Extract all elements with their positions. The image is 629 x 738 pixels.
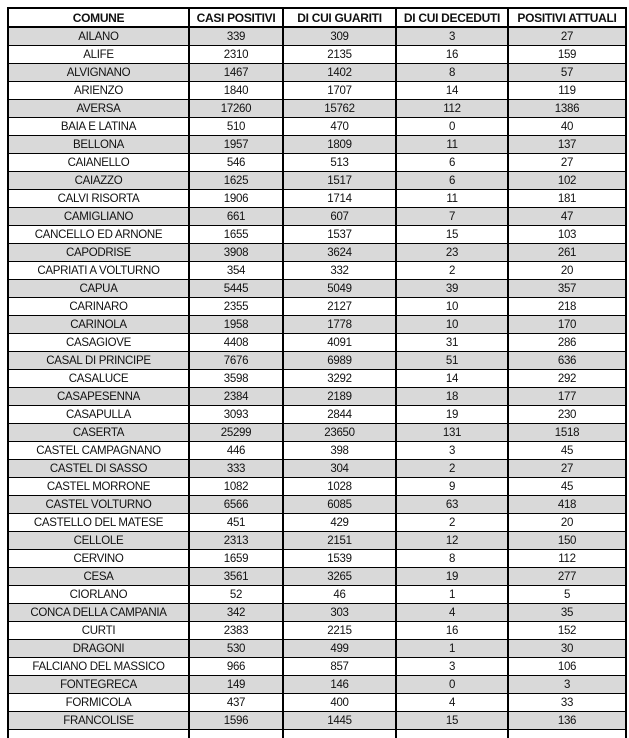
value-cell: 5	[508, 586, 626, 604]
value-cell: 1958	[189, 316, 283, 334]
value-cell: 429	[283, 514, 396, 532]
table-row	[8, 532, 626, 550]
value-cell: 1467	[189, 64, 283, 82]
value-cell: 2384	[189, 388, 283, 406]
value-cell: 8	[396, 550, 508, 568]
value-cell: 27	[508, 460, 626, 478]
value-cell: 57	[508, 64, 626, 82]
comune-cell: CONCA DELLA CAMPANIA	[8, 604, 189, 622]
value-cell: 332	[283, 262, 396, 280]
value-cell: 150	[508, 532, 626, 550]
value-cell: 177	[508, 388, 626, 406]
column-header-positivi-attuali: POSITIVI ATTUALI	[508, 8, 626, 27]
table-row	[8, 568, 626, 586]
comune-cell: FONTEGRECA	[8, 676, 189, 694]
value-cell: 0	[396, 676, 508, 694]
value-cell: 530	[189, 640, 283, 658]
header-row	[8, 8, 626, 27]
value-cell: 2310	[189, 46, 283, 64]
value-cell: 15	[396, 226, 508, 244]
value-cell: 1659	[189, 550, 283, 568]
value-cell: 3561	[189, 568, 283, 586]
table-row	[8, 352, 626, 370]
value-cell: 15762	[283, 100, 396, 118]
value-cell: 3	[396, 658, 508, 676]
value-cell: 1082	[189, 478, 283, 496]
comune-cell: CASAL DI PRINCIPE	[8, 352, 189, 370]
value-cell: 10	[396, 316, 508, 334]
comune-cell: CERVINO	[8, 550, 189, 568]
comune-cell: CAPRIATI A VOLTURNO	[8, 262, 189, 280]
table-row	[8, 298, 626, 316]
value-cell: 1537	[283, 226, 396, 244]
value-cell: 7	[396, 208, 508, 226]
value-cell: 16	[396, 46, 508, 64]
column-header-di-cui-deceduti: DI CUI DECEDUTI	[396, 8, 508, 27]
value-cell: 10	[396, 298, 508, 316]
value-cell: 3093	[189, 406, 283, 424]
value-cell: 35	[508, 604, 626, 622]
value-cell: 6	[396, 154, 508, 172]
comune-cell: CASTEL MORRONE	[8, 478, 189, 496]
value-cell: 11	[396, 190, 508, 208]
table-row	[8, 316, 626, 334]
value-cell: 63	[396, 496, 508, 514]
table-row	[8, 622, 626, 640]
table-row	[8, 154, 626, 172]
value-cell: 418	[508, 496, 626, 514]
value-cell: 1539	[283, 550, 396, 568]
comune-cell: CASAGIOVE	[8, 334, 189, 352]
table-row	[8, 280, 626, 298]
value-cell: 149	[189, 676, 283, 694]
value-cell: 12	[396, 532, 508, 550]
empty-cell	[8, 730, 189, 738]
value-cell: 1840	[189, 82, 283, 100]
value-cell: 14	[396, 82, 508, 100]
value-cell: 3	[396, 27, 508, 46]
value-cell: 5049	[283, 280, 396, 298]
comune-cell: CASTEL CAMPAGNANO	[8, 442, 189, 460]
comune-cell: CIORLANO	[8, 586, 189, 604]
table-row	[8, 46, 626, 64]
value-cell: 131	[396, 424, 508, 442]
value-cell: 3598	[189, 370, 283, 388]
table-row	[8, 100, 626, 118]
value-cell: 6989	[283, 352, 396, 370]
value-cell: 2215	[283, 622, 396, 640]
table-row	[8, 550, 626, 568]
table-row	[8, 478, 626, 496]
value-cell: 2844	[283, 406, 396, 424]
value-cell: 400	[283, 694, 396, 712]
value-cell: 14	[396, 370, 508, 388]
value-cell: 1402	[283, 64, 396, 82]
value-cell: 112	[508, 550, 626, 568]
value-cell: 40	[508, 118, 626, 136]
table-row	[8, 460, 626, 478]
value-cell: 2151	[283, 532, 396, 550]
value-cell: 1707	[283, 82, 396, 100]
table-row	[8, 406, 626, 424]
value-cell: 342	[189, 604, 283, 622]
value-cell: 102	[508, 172, 626, 190]
value-cell: 8	[396, 64, 508, 82]
value-cell: 23650	[283, 424, 396, 442]
comune-cell: CASAPULLA	[8, 406, 189, 424]
table-row	[8, 64, 626, 82]
value-cell: 303	[283, 604, 396, 622]
table-row	[8, 712, 626, 730]
value-cell: 1778	[283, 316, 396, 334]
comune-cell: CURTI	[8, 622, 189, 640]
value-cell: 1809	[283, 136, 396, 154]
value-cell: 309	[283, 27, 396, 46]
value-cell: 136	[508, 712, 626, 730]
value-cell: 11	[396, 136, 508, 154]
table-row	[8, 388, 626, 406]
empty-cell	[396, 730, 508, 738]
comune-cell: CASALUCE	[8, 370, 189, 388]
value-cell: 2355	[189, 298, 283, 316]
value-cell: 152	[508, 622, 626, 640]
value-cell: 19	[396, 406, 508, 424]
table-row	[8, 586, 626, 604]
value-cell: 18	[396, 388, 508, 406]
value-cell: 1028	[283, 478, 396, 496]
table-row	[8, 676, 626, 694]
value-cell: 9	[396, 478, 508, 496]
value-cell: 339	[189, 27, 283, 46]
value-cell: 218	[508, 298, 626, 316]
value-cell: 33	[508, 694, 626, 712]
comune-cell: CANCELLO ED ARNONE	[8, 226, 189, 244]
table-body	[8, 27, 626, 738]
table-row	[8, 208, 626, 226]
value-cell: 45	[508, 478, 626, 496]
table-row	[8, 190, 626, 208]
value-cell: 6	[396, 172, 508, 190]
value-cell: 513	[283, 154, 396, 172]
value-cell: 16	[396, 622, 508, 640]
value-cell: 146	[283, 676, 396, 694]
table-row	[8, 604, 626, 622]
table-row	[8, 27, 626, 46]
comune-cell: CASTEL VOLTURNO	[8, 496, 189, 514]
value-cell: 159	[508, 46, 626, 64]
comune-cell: CAMIGLIANO	[8, 208, 189, 226]
value-cell: 0	[396, 118, 508, 136]
value-cell: 20	[508, 262, 626, 280]
value-cell: 4091	[283, 334, 396, 352]
value-cell: 398	[283, 442, 396, 460]
value-cell: 2	[396, 460, 508, 478]
value-cell: 106	[508, 658, 626, 676]
table-row	[8, 118, 626, 136]
value-cell: 1	[396, 640, 508, 658]
value-cell: 51	[396, 352, 508, 370]
value-cell: 27	[508, 27, 626, 46]
value-cell: 23	[396, 244, 508, 262]
comune-cell: CALVI RISORTA	[8, 190, 189, 208]
comune-cell: AVERSA	[8, 100, 189, 118]
value-cell: 1445	[283, 712, 396, 730]
comune-cell: FRANCOLISE	[8, 712, 189, 730]
value-cell: 357	[508, 280, 626, 298]
comune-cell: CESA	[8, 568, 189, 586]
value-cell: 546	[189, 154, 283, 172]
value-cell: 3265	[283, 568, 396, 586]
value-cell: 137	[508, 136, 626, 154]
comune-cell: CAPUA	[8, 280, 189, 298]
column-header-casi-positivi: CASI POSITIVI	[189, 8, 283, 27]
value-cell: 27	[508, 154, 626, 172]
value-cell: 181	[508, 190, 626, 208]
table-row	[8, 136, 626, 154]
value-cell: 446	[189, 442, 283, 460]
comune-cell: CAIAZZO	[8, 172, 189, 190]
value-cell: 39	[396, 280, 508, 298]
value-cell: 1655	[189, 226, 283, 244]
value-cell: 4408	[189, 334, 283, 352]
value-cell: 966	[189, 658, 283, 676]
comune-cell: FALCIANO DEL MASSICO	[8, 658, 189, 676]
value-cell: 3624	[283, 244, 396, 262]
column-header-di-cui-guariti: DI CUI GUARITI	[283, 8, 396, 27]
comune-cell: CAPODRISE	[8, 244, 189, 262]
value-cell: 7676	[189, 352, 283, 370]
table-row	[8, 172, 626, 190]
value-cell: 30	[508, 640, 626, 658]
value-cell: 103	[508, 226, 626, 244]
comune-cell: CASTELLO DEL MATESE	[8, 514, 189, 532]
comune-cell: AILANO	[8, 27, 189, 46]
value-cell: 2	[396, 514, 508, 532]
value-cell: 31	[396, 334, 508, 352]
value-cell: 1906	[189, 190, 283, 208]
table-row	[8, 424, 626, 442]
value-cell: 354	[189, 262, 283, 280]
value-cell: 4	[396, 604, 508, 622]
comune-cell: CELLOLE	[8, 532, 189, 550]
value-cell: 437	[189, 694, 283, 712]
value-cell: 1957	[189, 136, 283, 154]
value-cell: 1517	[283, 172, 396, 190]
value-cell: 6085	[283, 496, 396, 514]
table-row	[8, 244, 626, 262]
table-row	[8, 514, 626, 532]
value-cell: 230	[508, 406, 626, 424]
value-cell: 112	[396, 100, 508, 118]
value-cell: 304	[283, 460, 396, 478]
empty-cell	[283, 730, 396, 738]
value-cell: 6566	[189, 496, 283, 514]
table-row	[8, 640, 626, 658]
value-cell: 636	[508, 352, 626, 370]
comune-cell: CARINOLA	[8, 316, 189, 334]
table-row	[8, 694, 626, 712]
comune-cell: CARINARO	[8, 298, 189, 316]
value-cell: 25299	[189, 424, 283, 442]
value-cell: 2	[396, 262, 508, 280]
comune-cell: DRAGONI	[8, 640, 189, 658]
value-cell: 1714	[283, 190, 396, 208]
value-cell: 1386	[508, 100, 626, 118]
comuni-covid-table	[7, 7, 627, 738]
table-row-clipped	[8, 730, 626, 738]
value-cell: 2313	[189, 532, 283, 550]
value-cell: 170	[508, 316, 626, 334]
value-cell: 19	[396, 568, 508, 586]
table-header	[8, 8, 626, 27]
comune-cell: ALIFE	[8, 46, 189, 64]
value-cell: 261	[508, 244, 626, 262]
value-cell: 451	[189, 514, 283, 532]
value-cell: 277	[508, 568, 626, 586]
value-cell: 1	[396, 586, 508, 604]
value-cell: 1596	[189, 712, 283, 730]
value-cell: 3	[396, 442, 508, 460]
value-cell: 2127	[283, 298, 396, 316]
value-cell: 292	[508, 370, 626, 388]
value-cell: 5445	[189, 280, 283, 298]
value-cell: 499	[283, 640, 396, 658]
value-cell: 20	[508, 514, 626, 532]
value-cell: 286	[508, 334, 626, 352]
column-header-comune: COMUNE	[8, 8, 189, 27]
value-cell: 47	[508, 208, 626, 226]
comune-cell: ARIENZO	[8, 82, 189, 100]
value-cell: 119	[508, 82, 626, 100]
value-cell: 470	[283, 118, 396, 136]
comune-cell: CASAPESENNA	[8, 388, 189, 406]
comune-cell: FORMICOLA	[8, 694, 189, 712]
value-cell: 3908	[189, 244, 283, 262]
value-cell: 4	[396, 694, 508, 712]
value-cell: 2189	[283, 388, 396, 406]
table-row	[8, 370, 626, 388]
table-row	[8, 442, 626, 460]
empty-cell	[508, 730, 626, 738]
comune-cell: ALVIGNANO	[8, 64, 189, 82]
table-row	[8, 658, 626, 676]
value-cell: 45	[508, 442, 626, 460]
empty-cell	[189, 730, 283, 738]
value-cell: 46	[283, 586, 396, 604]
table-row	[8, 82, 626, 100]
value-cell: 2383	[189, 622, 283, 640]
value-cell: 333	[189, 460, 283, 478]
comune-cell: CASERTA	[8, 424, 189, 442]
value-cell: 510	[189, 118, 283, 136]
value-cell: 15	[396, 712, 508, 730]
value-cell: 1625	[189, 172, 283, 190]
comune-cell: CAIANELLO	[8, 154, 189, 172]
table-row	[8, 262, 626, 280]
comune-cell: CASTEL DI SASSO	[8, 460, 189, 478]
value-cell: 1518	[508, 424, 626, 442]
value-cell: 607	[283, 208, 396, 226]
value-cell: 52	[189, 586, 283, 604]
table-row	[8, 334, 626, 352]
value-cell: 17260	[189, 100, 283, 118]
value-cell: 3	[508, 676, 626, 694]
comune-cell: BELLONA	[8, 136, 189, 154]
table-row	[8, 496, 626, 514]
value-cell: 3292	[283, 370, 396, 388]
value-cell: 661	[189, 208, 283, 226]
comune-cell: BAIA E LATINA	[8, 118, 189, 136]
value-cell: 2135	[283, 46, 396, 64]
table-row	[8, 226, 626, 244]
value-cell: 857	[283, 658, 396, 676]
